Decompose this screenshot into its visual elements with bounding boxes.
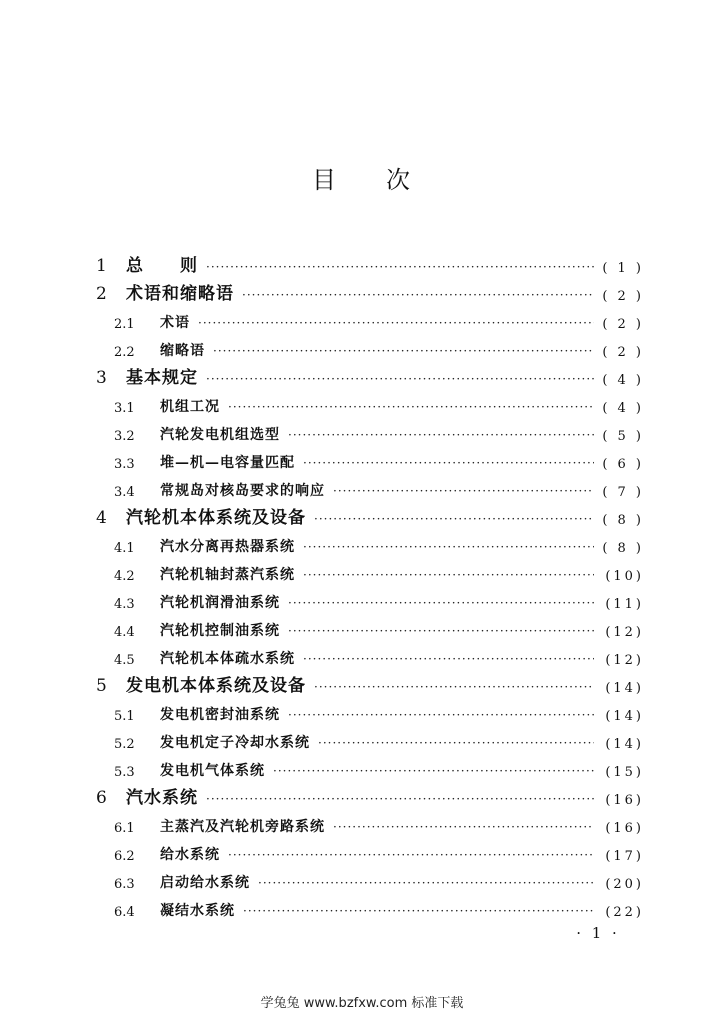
toc-label: 常规岛对核岛要求的响应 xyxy=(160,483,325,499)
toc-number: 4.3 xyxy=(114,597,135,612)
toc-section-row[interactable] xyxy=(92,724,644,752)
toc-leader-dots xyxy=(314,513,594,525)
toc-label: 发电机气体系统 xyxy=(160,763,265,779)
toc-number: 5 xyxy=(96,676,107,696)
toc-page-ref: ( 2 ) xyxy=(602,345,644,360)
page-number: · 1 · xyxy=(576,924,620,942)
toc-number: 3.3 xyxy=(114,457,135,472)
toc-page-ref: ( 4 ) xyxy=(602,373,644,388)
toc-label: 汽水系统 xyxy=(126,788,198,808)
toc-page-ref: ( 8 ) xyxy=(602,541,644,556)
toc-leader-dots xyxy=(314,681,594,693)
toc-number: 6.2 xyxy=(114,849,135,864)
toc-section-row[interactable] xyxy=(92,332,644,360)
toc-leader-dots xyxy=(198,317,594,329)
toc-label: 术语 xyxy=(160,315,190,331)
toc-number: 5.1 xyxy=(114,709,135,724)
toc-section-row[interactable] xyxy=(92,696,644,724)
toc-number: 5.2 xyxy=(114,737,135,752)
toc-chapter-row[interactable] xyxy=(92,500,644,528)
toc-page-ref: (14) xyxy=(605,709,644,724)
toc-page-ref: (17) xyxy=(605,849,644,864)
page-title xyxy=(0,160,724,195)
toc-label: 机组工况 xyxy=(160,399,220,415)
toc-leader-dots xyxy=(243,905,594,917)
toc-leader-dots xyxy=(242,289,594,301)
toc-label: 发电机本体系统及设备 xyxy=(126,676,306,696)
toc-section-row[interactable] xyxy=(92,808,644,836)
toc-number: 2 xyxy=(96,284,107,304)
toc-chapter-row[interactable] xyxy=(92,248,644,276)
toc-leader-dots xyxy=(303,457,594,469)
toc-chapter-row[interactable] xyxy=(92,276,644,304)
toc-leader-dots xyxy=(288,429,594,441)
toc-label: 汽水分离再热器系统 xyxy=(160,539,295,555)
toc-label: 总 则 xyxy=(126,256,198,276)
toc-section-row[interactable] xyxy=(92,864,644,892)
toc-page-ref: ( 4 ) xyxy=(602,401,644,416)
toc-leader-dots xyxy=(288,625,594,637)
toc-section-row[interactable] xyxy=(92,612,644,640)
toc-number: 4.2 xyxy=(114,569,135,584)
toc-label: 缩略语 xyxy=(160,343,205,359)
toc-leader-dots xyxy=(288,709,594,721)
toc-page-ref: (12) xyxy=(605,653,644,668)
toc-page-ref: ( 2 ) xyxy=(602,317,644,332)
toc-leader-dots xyxy=(333,821,594,833)
toc-section-row[interactable] xyxy=(92,640,644,668)
toc-section-row[interactable] xyxy=(92,556,644,584)
toc-section-row[interactable] xyxy=(92,472,644,500)
toc-chapter-row[interactable] xyxy=(92,780,644,808)
toc-leader-dots xyxy=(206,261,594,273)
toc-label: 汽轮发电机组选型 xyxy=(160,427,280,443)
toc-label: 启动给水系统 xyxy=(160,875,250,891)
toc-label: 汽轮机控制油系统 xyxy=(160,623,280,639)
title-right-char: 次 xyxy=(386,166,412,194)
toc-label: 主蒸汽及汽轮机旁路系统 xyxy=(160,819,325,835)
toc-label: 基本规定 xyxy=(126,368,198,388)
toc-section-row[interactable] xyxy=(92,444,644,472)
toc-leader-dots xyxy=(318,737,594,749)
toc-page-ref: ( 2 ) xyxy=(602,289,644,304)
toc-number: 4.4 xyxy=(114,625,135,640)
toc-page-ref: ( 7 ) xyxy=(602,485,644,500)
toc-number: 6 xyxy=(96,788,107,808)
toc-page-ref: (14) xyxy=(605,737,644,752)
toc-page-ref: (15) xyxy=(605,765,644,780)
toc-number: 3.4 xyxy=(114,485,135,500)
toc-number: 2.2 xyxy=(114,345,135,360)
toc-number: 5.3 xyxy=(114,765,135,780)
toc-section-row[interactable] xyxy=(92,304,644,332)
toc-leader-dots xyxy=(303,653,594,665)
title-left-char: 目 xyxy=(312,166,338,194)
toc-label: 汽轮机本体疏水系统 xyxy=(160,651,295,667)
toc-chapter-row[interactable] xyxy=(92,360,644,388)
toc-page-ref: (22) xyxy=(605,905,644,920)
toc-chapter-row[interactable] xyxy=(92,668,644,696)
toc-number: 3 xyxy=(96,368,107,388)
toc-page-ref: ( 1 ) xyxy=(602,261,644,276)
toc-page-ref: (20) xyxy=(605,877,644,892)
toc-leader-dots xyxy=(206,373,594,385)
toc-section-row[interactable] xyxy=(92,836,644,864)
toc-page-ref: (12) xyxy=(605,625,644,640)
toc-section-row[interactable] xyxy=(92,388,644,416)
toc-page-ref: ( 5 ) xyxy=(602,429,644,444)
toc-number: 4.5 xyxy=(114,653,135,668)
toc-number: 3.1 xyxy=(114,401,135,416)
toc-leader-dots xyxy=(228,849,594,861)
toc-leader-dots xyxy=(206,793,594,805)
toc-number: 1 xyxy=(96,256,107,276)
toc-leader-dots xyxy=(333,485,594,497)
toc-label: 给水系统 xyxy=(160,847,220,863)
toc-page-ref: ( 8 ) xyxy=(602,513,644,528)
toc-page-ref: (11) xyxy=(605,597,644,612)
toc-number: 6.3 xyxy=(114,877,135,892)
table-of-contents xyxy=(92,248,644,920)
toc-label: 凝结水系统 xyxy=(160,903,235,919)
toc-page-ref: (10) xyxy=(605,569,644,584)
toc-label: 汽轮机轴封蒸汽系统 xyxy=(160,567,295,583)
toc-number: 2.1 xyxy=(114,317,135,332)
toc-number: 6.1 xyxy=(114,821,135,836)
toc-label: 发电机定子冷却水系统 xyxy=(160,735,310,751)
toc-leader-dots xyxy=(258,877,594,889)
toc-page-ref: ( 6 ) xyxy=(602,457,644,472)
toc-leader-dots xyxy=(288,597,594,609)
toc-label: 汽轮机本体系统及设备 xyxy=(126,508,306,528)
toc-leader-dots xyxy=(303,569,594,581)
toc-section-row[interactable] xyxy=(92,584,644,612)
toc-section-row[interactable] xyxy=(92,892,644,920)
toc-section-row[interactable] xyxy=(92,416,644,444)
toc-number: 6.4 xyxy=(114,905,135,920)
toc-label: 术语和缩略语 xyxy=(126,284,234,304)
toc-leader-dots xyxy=(303,541,594,553)
toc-page-ref: (16) xyxy=(605,793,644,808)
toc-label: 发电机密封油系统 xyxy=(160,707,280,723)
toc-number: 3.2 xyxy=(114,429,135,444)
footer-watermark: 学兔兔 www.bzfxw.com 标准下载 xyxy=(260,996,464,1011)
toc-leader-dots xyxy=(273,765,594,777)
toc-number: 4.1 xyxy=(114,541,135,556)
toc-leader-dots xyxy=(213,345,594,357)
toc-page-ref: (16) xyxy=(605,821,644,836)
toc-page-ref: (14) xyxy=(605,681,644,696)
toc-leader-dots xyxy=(228,401,594,413)
toc-label: 堆—机—电容量匹配 xyxy=(160,455,295,471)
toc-section-row[interactable] xyxy=(92,528,644,556)
toc-number: 4 xyxy=(96,508,107,528)
toc-label: 汽轮机润滑油系统 xyxy=(160,595,280,611)
toc-section-row[interactable] xyxy=(92,752,644,780)
